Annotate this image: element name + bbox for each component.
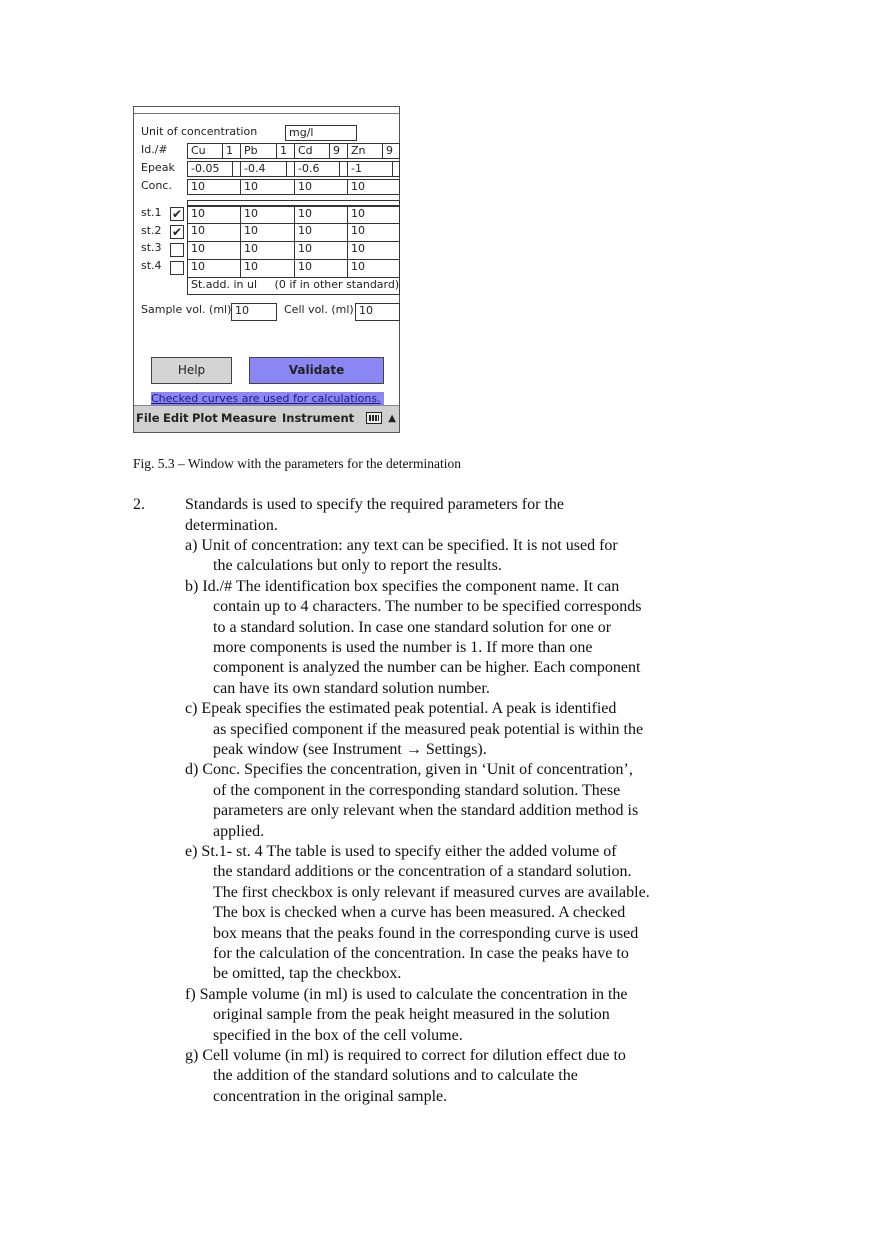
sample-vol-field[interactable]: 10: [231, 303, 277, 321]
list-item-line: the standard additions or the concentration of a standard solution.: [213, 863, 632, 880]
list-item-line: g) Cell volume (in ml) is required to correct for dilution effect due to: [185, 1047, 626, 1064]
st-value-field[interactable]: 10: [294, 206, 348, 224]
list-item-line: of the component in the corresponding standard solution. These: [213, 782, 621, 799]
list-item-line: b) Id./# The identification box specifies the component name. It can: [185, 578, 620, 595]
component-number-field[interactable]: 1: [222, 143, 241, 159]
component-id-field[interactable]: Zn: [347, 143, 383, 159]
sample-vol-label: Sample vol. (ml): [141, 303, 232, 316]
component-number-field[interactable]: 9: [382, 143, 400, 159]
st-value-field[interactable]: 10: [240, 206, 295, 224]
validate-button[interactable]: Validate: [249, 357, 384, 384]
id-row-label: Id./#: [141, 143, 168, 156]
section-intro-line: determination.: [185, 517, 278, 534]
list-item-line: specified in the box of the cell volume.: [213, 1027, 463, 1044]
list-item-line: original sample from the peak height measured in the solution: [213, 1006, 610, 1023]
section-intro-line: Standards is used to specify the required parameters for the: [185, 496, 564, 513]
window-top-rule: [134, 113, 399, 114]
epeak-field[interactable]: -0.6: [294, 161, 340, 177]
component-id-field[interactable]: Pb: [240, 143, 277, 159]
st-value-field[interactable]: 10: [240, 223, 295, 242]
menu-file[interactable]: File: [136, 411, 160, 425]
epeak-field[interactable]: -0.4: [240, 161, 287, 177]
st-value-field[interactable]: 10: [187, 206, 241, 224]
list-item-line: the addition of the standard solutions and to calculate the: [213, 1067, 578, 1084]
figure-caption: Fig. 5.3 – Window with the parameters for the determination: [133, 456, 462, 471]
st-value-field[interactable]: 10: [294, 241, 348, 260]
st1-checkbox[interactable]: ✔: [171, 207, 183, 221]
st-value-field[interactable]: 10: [347, 223, 400, 242]
list-item-line: concentration in the original sample.: [213, 1088, 448, 1105]
component-id-field[interactable]: Cd: [294, 143, 330, 159]
conc-field[interactable]: 10: [187, 179, 241, 195]
conc-row-label: Conc.: [141, 179, 172, 192]
list-item-line: contain up to 4 characters. The number to be specified corresponds: [213, 598, 642, 615]
component-id-field[interactable]: Cu: [187, 143, 223, 159]
keyboard-icon[interactable]: [366, 412, 382, 424]
list-item-line: the calculations but only to report the results.: [213, 557, 502, 574]
st-value-field[interactable]: 10: [240, 241, 295, 260]
cell-vol-label: Cell vol. (ml): [284, 303, 354, 316]
conc-field[interactable]: 10: [347, 179, 400, 195]
st-label: st.1: [141, 206, 162, 219]
epeak-field[interactable]: -0.05: [187, 161, 233, 177]
unit-field[interactable]: mg/l: [285, 125, 357, 141]
unit-label: Unit of concentration: [141, 125, 258, 138]
list-item-line: d) Conc. Specifies the concentration, given in ‘Unit of concentration’,: [185, 761, 633, 778]
list-item-line: The box is checked when a curve has been measured. A checked: [213, 904, 626, 921]
component-number-field[interactable]: 9: [329, 143, 348, 159]
list-item-line: box means that the peaks found in the corresponding curve is used: [213, 925, 639, 942]
st-label: st.4: [141, 259, 162, 272]
list-item-line: a) Unit of concentration: any text can be specified. It is not used for: [185, 537, 618, 554]
st-value-field[interactable]: 10: [187, 259, 241, 278]
list-item-line: be omitted, tap the checkbox.: [213, 965, 402, 982]
help-button[interactable]: Help: [151, 357, 232, 384]
st4-checkbox[interactable]: [170, 261, 184, 275]
list-item-line: applied.: [213, 823, 265, 840]
menu-measure[interactable]: Measure: [221, 411, 277, 425]
st2-checkbox[interactable]: ✔: [171, 225, 183, 239]
st-label: st.2: [141, 224, 162, 237]
st-value-field[interactable]: 10: [294, 259, 348, 278]
menu-edit[interactable]: Edit: [163, 411, 189, 425]
st-value-field[interactable]: 10: [240, 259, 295, 278]
list-item-line: c) Epeak specifies the estimated peak potential. A peak is identified: [185, 700, 617, 717]
menu-plot[interactable]: Plot: [192, 411, 218, 425]
conc-field[interactable]: 10: [240, 179, 295, 195]
st-value-field[interactable]: 10: [347, 206, 400, 224]
st-value-field[interactable]: 10: [294, 223, 348, 242]
cell-vol-field[interactable]: 10: [355, 303, 400, 321]
list-item-line: parameters are only relevant when the standard addition method is: [213, 802, 639, 819]
st-value-field[interactable]: 10: [347, 241, 400, 260]
st-value-field[interactable]: 10: [187, 223, 241, 242]
epeak-field[interactable]: -1: [347, 161, 393, 177]
epeak-row-label: Epeak: [141, 161, 175, 174]
menu-instrument[interactable]: Instrument: [282, 411, 355, 425]
st-value-field[interactable]: 10: [187, 241, 241, 260]
component-number-field[interactable]: 1: [276, 143, 295, 159]
list-item-line: can have its own standard solution number.: [213, 680, 490, 697]
st-value-field[interactable]: 10: [347, 259, 400, 278]
list-item-line: e) St.1- st. 4 The table is used to specify either the added volume of: [185, 843, 617, 860]
list-item-line: peak window (see Instrument → Settings).: [213, 741, 487, 758]
list-item-line: as specified component if the measured peak potential is within the: [213, 721, 644, 738]
st3-checkbox[interactable]: [170, 243, 184, 257]
list-item-line: to a standard solution. In case one standard solution for one or: [213, 619, 612, 636]
caret-up-icon[interactable]: ▲: [388, 413, 396, 424]
conc-field[interactable]: 10: [294, 179, 348, 195]
list-item-line: f) Sample volume (in ml) is used to calculate the concentration in the: [185, 986, 628, 1003]
list-item-line: more components is used the number is 1. If more than one: [213, 639, 593, 656]
st-add-note: St.add. in ul (0 if in other standard): [187, 277, 400, 295]
epeak-spacer: [392, 161, 400, 177]
list-item-line: for the calculation of the concentration. In case the peaks have to: [213, 945, 629, 962]
menu-bar: [134, 405, 399, 432]
parameters-window: [133, 106, 400, 433]
st-label: st.3: [141, 241, 162, 254]
status-message: Checked curves are used for calculations.: [151, 392, 384, 405]
list-item-line: The first checkbox is only relevant if measured curves are available.: [213, 884, 650, 901]
list-item-line: component is analyzed the number can be higher. Each component: [213, 659, 641, 676]
section-number: 2.: [133, 496, 145, 513]
